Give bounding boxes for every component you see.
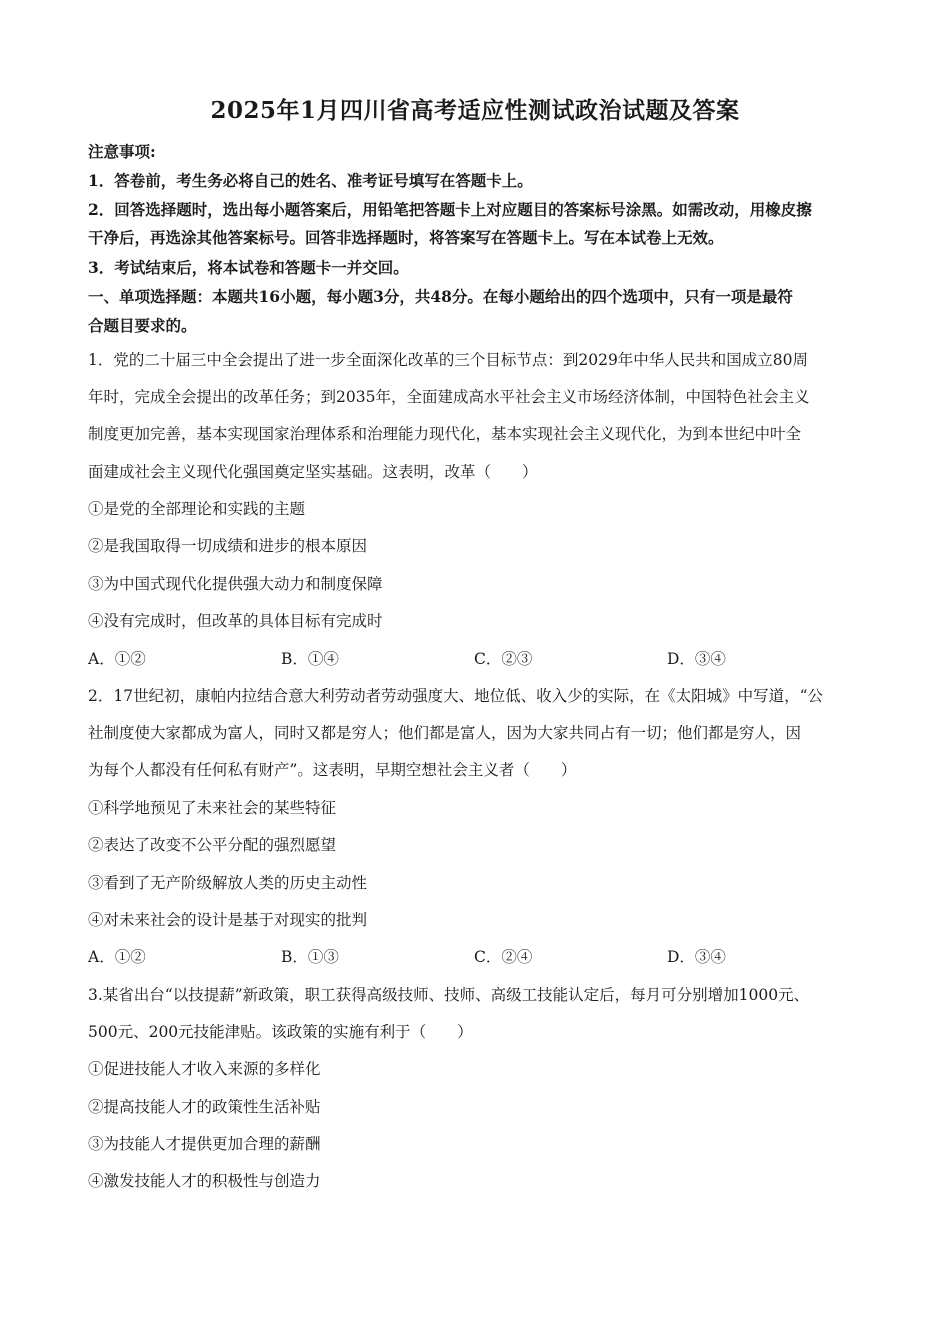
question-2-option-c: C．②④ bbox=[474, 948, 533, 966]
question-1-statement: ①是党的全部理论和实践的主题 bbox=[88, 500, 306, 518]
question-2-statement: ①科学地预见了未来社会的某些特征 bbox=[88, 799, 337, 817]
notice-heading: 注意事项: bbox=[88, 142, 156, 161]
question-1-statement: ②是我国取得一切成绩和进步的根本原因 bbox=[88, 537, 368, 555]
question-2-stem: 2．17世纪初，康帕内拉结合意大利劳动者劳动强度大、地位低、收入少的实际，在《太阳城》中写道，“公 bbox=[88, 687, 824, 705]
question-3-statement: ④激发技能人才的积极性与创造力 bbox=[88, 1172, 321, 1190]
question-1-statement: ④没有完成时，但改革的具体目标有完成时 bbox=[88, 612, 383, 630]
question-1-statement: ③为中国式现代化提供强大动力和制度保障 bbox=[88, 575, 383, 593]
question-2-statement: ③看到了无产阶级解放人类的历史主动性 bbox=[88, 874, 368, 892]
notice-item: 干净后，再选涂其他答案标号。回答非选择题时，将答案写在答题卡上。写在本试卷上无效。 bbox=[88, 228, 724, 247]
question-1-option-b: B．①④ bbox=[281, 650, 339, 668]
question-1-stem: 制度更加完善，基本实现国家治理体系和治理能力现代化，基本实现社会主义现代化，为到本世纪中叶全 bbox=[88, 425, 802, 443]
notice-item: 3．考试结束后，将本试卷和答题卡一并交回。 bbox=[88, 258, 409, 277]
question-2-statement: ④对未来社会的设计是基于对现实的批判 bbox=[88, 911, 368, 929]
question-2-option-b: B．①③ bbox=[281, 948, 339, 966]
question-2-stem: 为每个人都没有任何私有财产”。这表明，早期空想社会主义者（ ） bbox=[88, 761, 577, 779]
section-heading: 合题目要求的。 bbox=[88, 316, 197, 335]
question-2-option-d: D．③④ bbox=[667, 948, 726, 966]
question-3-statement: ③为技能人才提供更加合理的薪酬 bbox=[88, 1135, 321, 1153]
question-1-stem: 1．党的二十届三中全会提出了进一步全面深化改革的三个目标节点：到2029年中华人民共和国成立80周 bbox=[88, 351, 809, 369]
question-1-stem: 年时，完成全会提出的改革任务；到2035年，全面建成高水平社会主义市场经济体制，中国特色社会主义 bbox=[88, 388, 810, 406]
question-1-option-d: D．③④ bbox=[667, 650, 726, 668]
question-1-option-a: A．①② bbox=[88, 650, 146, 668]
question-2-option-a: A．①② bbox=[88, 948, 146, 966]
question-2-statement: ②表达了改变不公平分配的强烈愿望 bbox=[88, 836, 337, 854]
question-2-stem: 社制度使大家都成为富人，同时又都是穷人；他们都是富人，因为大家共同占有一切；他们都是穷人，因 bbox=[88, 724, 802, 742]
notice-item: 2．回答选择题时，选出每小题答案后，用铅笔把答题卡上对应题目的答案标号涂黑。如需改动，用橡皮擦 bbox=[88, 200, 812, 219]
page-title: 2025年1月四川省高考适应性测试政治试题及答案 bbox=[210, 97, 740, 124]
section-heading: 一、单项选择题：本题共16小题，每小题3分，共48分。在每小题给出的四个选项中，只有一项是最符 bbox=[88, 287, 793, 306]
question-3-stem: 3.某省出台“以技提薪”新政策，职工获得高级技师、技师、高级工技能认定后，每月可分别增加1000元、 bbox=[88, 986, 810, 1004]
question-1-option-c: C．②③ bbox=[474, 650, 533, 668]
notice-item: 1．答卷前，考生务必将自己的姓名、准考证号填写在答题卡上。 bbox=[88, 171, 533, 190]
question-3-stem: 500元、200元技能津贴。该政策的实施有利于（ ） bbox=[88, 1023, 473, 1041]
question-1-stem: 面建成社会主义现代化强国奠定坚实基础。这表明，改革（ ） bbox=[88, 463, 538, 481]
question-3-statement: ①促进技能人才收入来源的多样化 bbox=[88, 1060, 321, 1078]
question-3-statement: ②提高技能人才的政策性生活补贴 bbox=[88, 1098, 321, 1116]
